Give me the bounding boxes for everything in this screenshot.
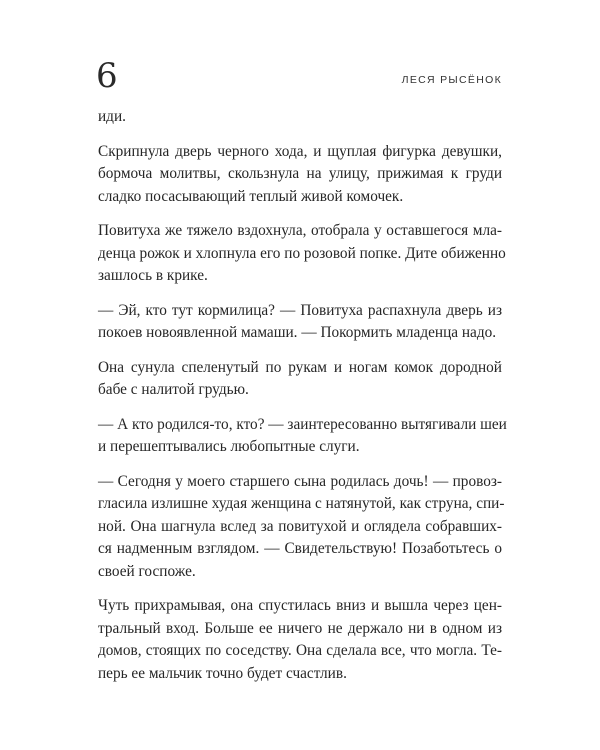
text-line: гласила излишне худая женщина с натянутой, как струна, спи-: [98, 495, 505, 512]
text-line: бормоча молитвы, скользнула на улицу, прижимая к груди: [98, 165, 502, 182]
text-line: — Эй, кто тут кормилица? — Повитуха распахнула дверь из: [98, 301, 502, 319]
text-line: иди.: [98, 108, 126, 125]
text-line: Повитуха же тяжело вздохнула, отобрала у оставшегося мла-: [98, 222, 502, 239]
running-head-author: ЛЕСЯ РЫСЁНОК: [401, 74, 502, 86]
paragraph: [98, 414, 507, 459]
text-line: денца рожок и хлопнула его по розовой попке. Дите обиженно: [98, 244, 506, 262]
text-line: — А кто родился-то, кто? — заинтересованно вытягивали шеи: [98, 415, 507, 433]
text-line: Чуть прихрамывая, она спустилась вниз и вышла через цен-: [98, 597, 502, 614]
paragraph: [98, 106, 502, 129]
text-line: бабе с налитой грудью.: [98, 381, 249, 398]
paragraph: [98, 300, 502, 345]
text-line: и перешептывались любопытные слуги.: [98, 438, 360, 455]
text-line: — Сегодня у моего старшего сына родилась дочь! — провоз-: [98, 472, 502, 490]
text-line: Скрипнула дверь черного хода, и щуплая фигурка девушки,: [98, 142, 502, 160]
text-line: Она сунула спеленутый по рукам и ногам комок дородной: [98, 358, 502, 376]
text-line: покоев новоявленной мамаши. — Покормить младенца надо.: [98, 324, 497, 341]
page-number: 6: [96, 56, 118, 96]
paragraph: [98, 471, 505, 584]
text-line: ной. Она шагнула вслед за повитухой и оглядела собравших-: [98, 517, 502, 535]
text-line: сладко посасывающий теплый живой комочек.: [98, 187, 404, 205]
text-line: домов, стоящих по соседству. Она сделала все, что могла. Те-: [98, 642, 502, 659]
paragraph: [98, 595, 502, 685]
paragraph: [98, 141, 502, 209]
paragraph: [98, 357, 502, 402]
body-text: [98, 106, 507, 697]
text-line: своей госпоже.: [98, 562, 196, 580]
text-line: ся надменным взглядом. — Свидетельствую! Позаботьтесь о: [98, 540, 502, 557]
text-line: зашлось в крике.: [98, 267, 208, 284]
text-line: перь ее мальчик точно будет счастлив.: [98, 664, 347, 682]
text-line: тральный вход. Больше ее ничего не держало ни в одном из: [98, 619, 502, 637]
paragraph: [98, 220, 506, 288]
